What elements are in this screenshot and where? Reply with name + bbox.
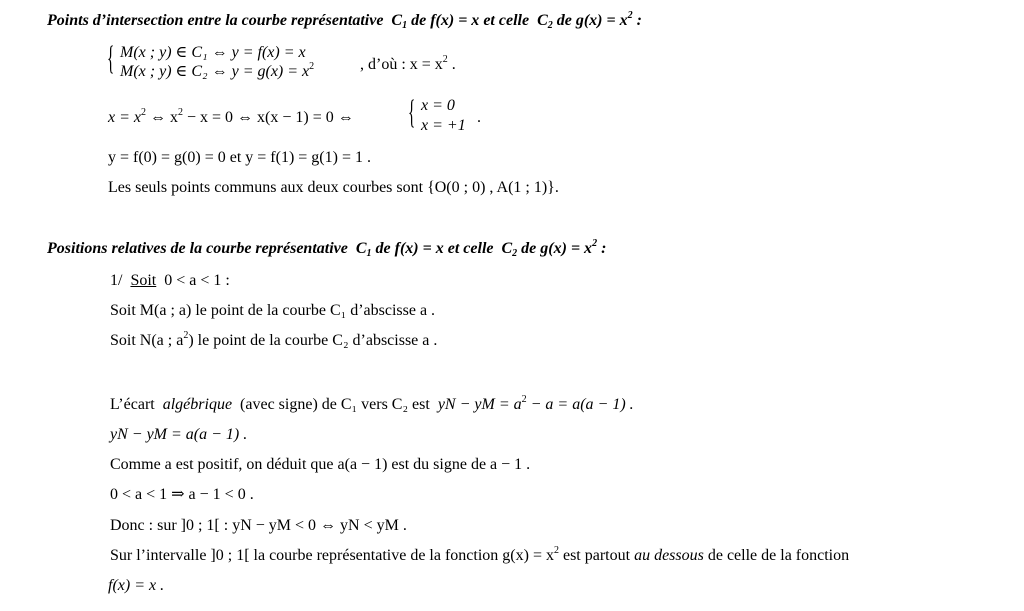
interval-line: Sur l’intervalle ]0 ; 1[ la courbe représentative de la fonction $g(x) = x^2$ est partout au dessous de celle de la fonction: [110, 545, 850, 564]
values-line: y = f(0) = g(0) = 0 et y = f(1) = g(1) = 1 .: [108, 149, 371, 166]
case-1-header: [110, 273, 230, 289]
sign-line: Comme a est positif, on déduit que a(a − 1) est du signe de a − 1 .: [110, 456, 531, 473]
case-x-0: x = 0: [421, 97, 455, 114]
heading-text: Points d’intersection entre la courbe représentative: [47, 12, 384, 29]
gap-line: L’écart algébrique (avec signe) de C₁ vers C₂ est yN − yM = $a^2 - a = a(a - 1)$ .: [110, 394, 634, 413]
function-g: $g(x) = x^2$: [540, 238, 598, 257]
system-conclusion: , d’où : $x = x^2$ .: [360, 54, 456, 73]
function-g: $g(x) = x^2$: [575, 10, 633, 29]
heading-text: de: [375, 240, 391, 257]
case-condition: 0 < a < 1 :: [164, 272, 230, 289]
case-x-1: x = +1: [421, 117, 466, 134]
heading-text: et celle: [483, 12, 530, 29]
heading-text: et celle: [447, 240, 494, 257]
heading-text: de: [521, 240, 537, 257]
system-line-2: M(x ; y) ∈ C₂ ⇔ $y = g(x) = x^2$: [120, 61, 315, 80]
difference-line: yN − yM = a(a − 1) .: [110, 426, 248, 443]
heading-text: de: [411, 12, 427, 29]
implication-line: 0 < a < 1 ⇒ a − 1 < 0 .: [110, 486, 254, 503]
heading-colon: :: [636, 12, 642, 29]
curve-c2-label: $C_2$: [501, 240, 518, 259]
common-points-line: Les seuls points communs aux deux courbes sont {O(0 ; 0) , A(1 ; 1)}.: [108, 179, 559, 196]
equation-end: .: [477, 109, 481, 126]
curve-c2-label: $C_2$: [537, 12, 553, 31]
function-f: f(x) = x: [394, 240, 444, 257]
point-n-line: Soit N(a ; $a^2$) le point de la courbe C₂ d’abscisse a .: [110, 330, 438, 349]
equation-line: $x = x^2$ ⇔ $x^2 - x = 0$ ⇔ x(x − 1) = 0 ⇔: [108, 107, 354, 126]
curve-c1-label: $C_1$: [355, 240, 372, 259]
heading-text: Positions relatives de la courbe représentative: [47, 240, 348, 257]
heading-text: de: [556, 12, 572, 29]
section-heading-intersection: [47, 10, 642, 31]
curve-c1-label: $C_1$: [391, 12, 408, 31]
last-line: f(x) = x .: [108, 577, 165, 594]
brace-symbol: {: [107, 40, 115, 77]
heading-colon: :: [601, 240, 607, 257]
brace-symbol: {: [408, 94, 416, 131]
point-m-line: Soit M(a ; a) le point de la courbe C₁ d’abscisse a .: [110, 302, 436, 319]
section-heading-positions: [47, 238, 607, 259]
system-line-1: M(x ; y) ∈ C₁ ⇔ y = f(x) = x: [120, 44, 306, 61]
soit-underlined: Soit: [130, 272, 157, 289]
conclusion-line: Donc : sur ]0 ; 1[ : yN − yM < 0 ⇔ yN < yM .: [110, 517, 407, 534]
case-number: 1/: [110, 272, 123, 289]
function-f: f(x) = x: [430, 12, 480, 29]
